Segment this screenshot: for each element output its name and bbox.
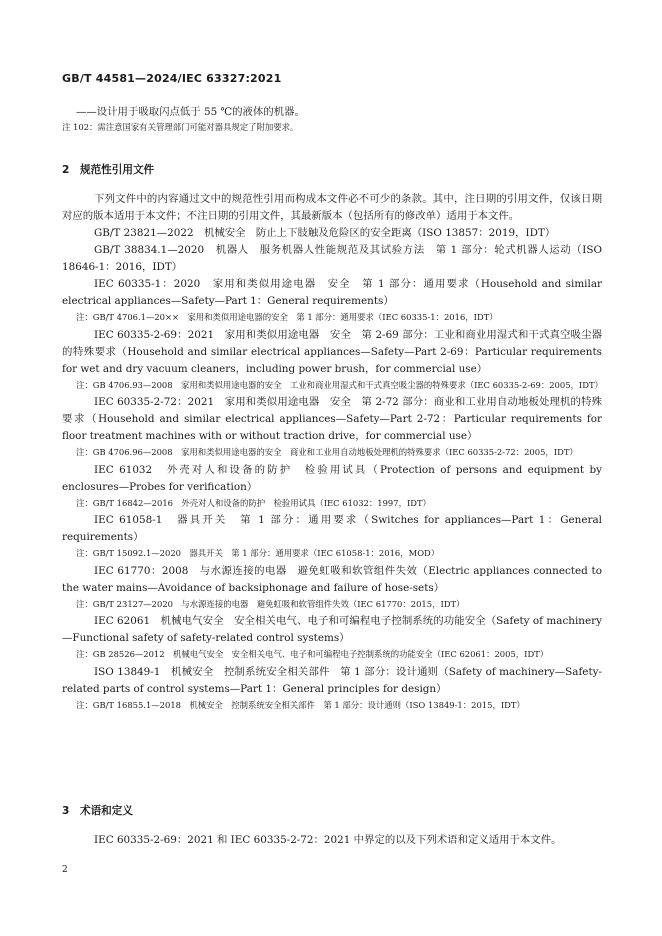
section-3-intro: IEC 60335-2-69：2021 和 IEC 60335-2-72：2021 中界定的以及下列术语和定义适用于本文件。 (94, 834, 562, 846)
reference-item: IEC 60335-2-69：2021 家用和类似用途电器 安全 第 2-69 部分：工业和商业用湿式和干式真空吸尘器的特殊要求（Household and similar electrical appliances—Safety—Part 2-69：Particular requirements for wet and dry vacuum cleaners，including power brush，for commercial use） (62, 328, 602, 375)
reference-note: 注：GB/T 23127—2020 与水源连接的电器 避免虹吸和软管组件失效（IEC 61770：2015，IDT） (76, 598, 465, 609)
reference-note: 注：GB 28526—2012 机械电气安全 安全相关电气、电子和可编程电子控制系统的功能安全（IEC 62061：2005，IDT） (76, 649, 549, 659)
intro-block (62, 104, 602, 135)
section-2-title: 规范性引用文件 (80, 164, 155, 176)
section-2-intro: 下列文件中的内容通过文中的规范性引用而构成本文件必不可少的条款。其中，注日期的引用文件，仅该日期对应的版本适用于本文件；不注日期的引用文件，其最新版本（包括所有的修改单）适用于本文件。 (62, 193, 602, 222)
reference-item: GB/T 38834.1—2020 机器人 服务机器人性能规范及其试验方法 第 1 部分：轮式机器人运动（ISO 18646-1：2016，IDT） (62, 244, 602, 273)
reference-item: IEC 61770：2008 与水源连接的电器 避免虹吸和软管组件失效（Electric appliances connected to the water mains—Avoidance of backsiphonage and failure of hose-sets） (62, 564, 602, 594)
note-102: 注 102：需注意国家有关管理部门可能对器具规定了附加要求。 (62, 122, 299, 132)
section-2-number: 2 (62, 164, 70, 176)
section-3-title: 术语和定义 (80, 805, 133, 817)
reference-item: IEC 61058-1 器具开关 第 1 部分：通用要求（Switches for appliances—Part 1：General requirements） (62, 514, 602, 543)
document-header: GB/T 44581—2024/IEC 63327:2021 (62, 72, 282, 85)
reference-item: GB/T 23821—2022 机械安全 防止上下肢触及危险区的安全距离（ISO 13857：2019，IDT） (94, 227, 556, 239)
reference-item: IEC 60335-1：2020 家用和类似用途电器 安全 第 1 部分：通用要求（Household and similar electrical appliances—Safety—Part 1：General requirements） (62, 278, 602, 307)
reference-note: 注：GB 4706.93—2008 家用和类似用途电器的安全 工业和商业用湿式和干式真空吸尘器的特殊要求（IEC 60335-2-69：2005，IDT） (76, 379, 603, 390)
reference-note: 注：GB/T 15092.1—2020 器具开关 第 1 部分：通用要求（IEC 61058-1：2016，MOD） (76, 548, 440, 558)
reference-item: IEC 60335-2-72：2021 家用和类似用途电器 安全 第 2-72 部分：商业和工业用自动地板处理机的特殊要求（Household and similar electrical appliances—Safety—Part 2-72：Particular requirements for floor treatment machines with or without traction drive，for commercial use） (62, 396, 602, 442)
reference-item: IEC 62061 机械电气安全 安全相关电气、电子和可编程电子控制系统的功能安全（Safety of machinery—Functional safety of safety-related control systems） (62, 615, 602, 644)
reference-note: 注：GB 4706.96—2008 家用和类似用途电器的安全 商业和工业用自动地板处理机的特殊要求（IEC 60335-2-72：2005，IDT） (76, 447, 578, 457)
reference-item: ISO 13849-1 机械安全 控制系统安全相关部件 第 1 部分：设计通则（Safety of machinery—Safety-related parts of control systems—Part 1：General principles for design） (62, 665, 602, 695)
section-2 (62, 162, 602, 714)
page-number: 2 (62, 865, 68, 875)
reference-note: 注：GB/T 16855.1—2018 机械安全 控制系统安全相关部件 第 1 部分：设计通则（ISO 13849-1：2015，IDT） (76, 699, 525, 710)
section-3 (62, 803, 602, 849)
reference-note: 注：GB/T 4706.1—20×× 家用和类似用途电器的安全 第 1 部分：通用要求（IEC 60335-1：2016，IDT） (76, 312, 498, 322)
section-3-number: 3 (62, 805, 70, 817)
dash-item: ——设计用于吸取闪点低于 55 ℃的液体的机器。 (76, 106, 305, 118)
reference-list (62, 225, 602, 712)
reference-note: 注：GB/T 16842—2016 外壳对人和设备的防护 检验用试具（IEC 61032：1997，IDT） (76, 497, 431, 508)
section-2-heading (62, 162, 602, 177)
section-3-heading (62, 803, 602, 818)
reference-item: IEC 61032 外壳对人和设备的防护 检验用试具（Protection of persons and equipment by enclosures—Probes for verification） (62, 463, 602, 493)
